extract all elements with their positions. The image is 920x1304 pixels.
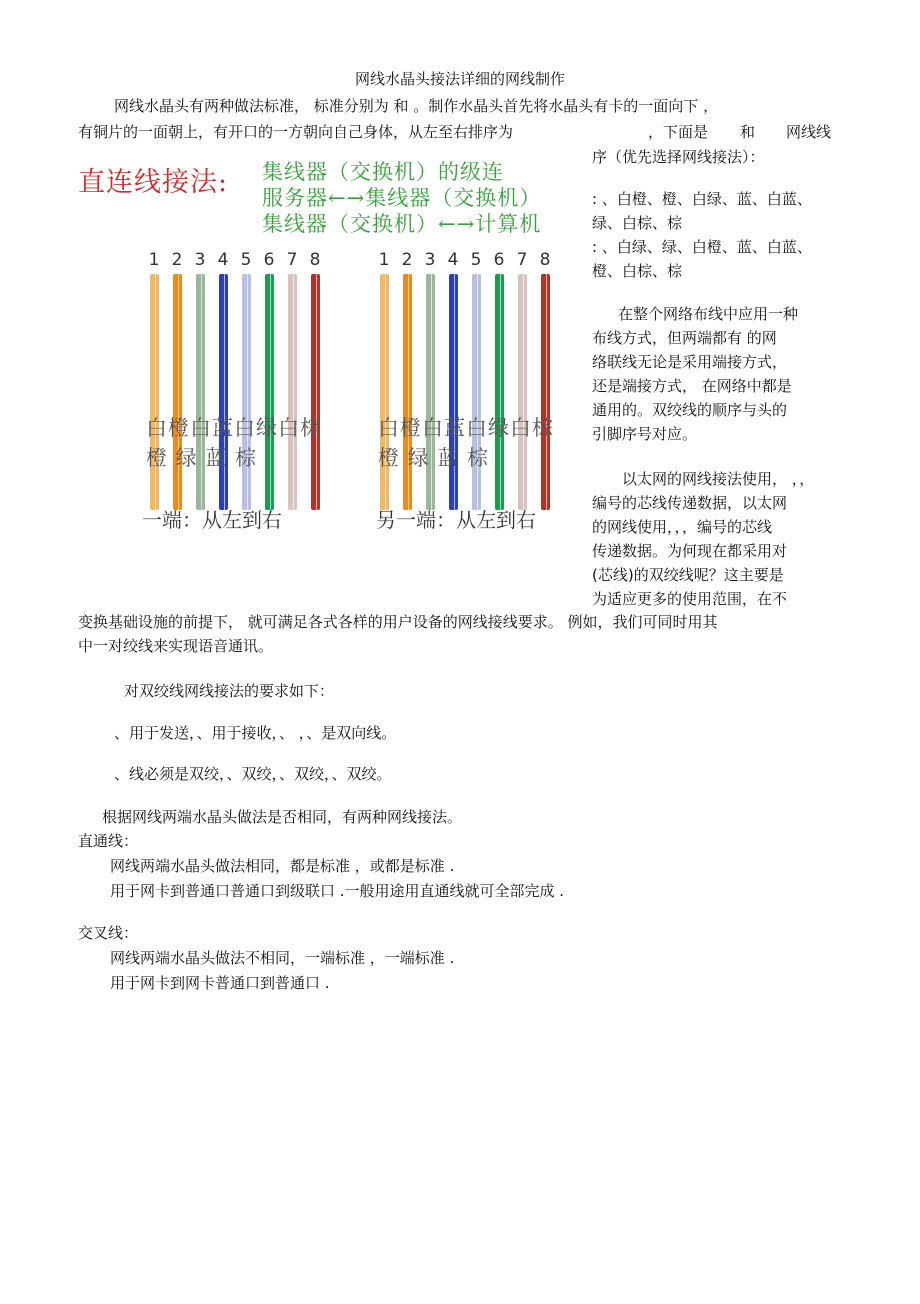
wire-b-2 xyxy=(403,274,412,510)
wire-a-4 xyxy=(219,274,228,510)
pin-number-b-2: 2 xyxy=(401,250,413,270)
crossover-line-1: 网线两端水晶头做法不相同，一端标准 ，一端标准 . xyxy=(110,949,455,967)
intro-line-1: 网线水晶头有两种做法标准， 标准分别为 和 。制作水晶头首先将水晶头有卡的一面向下 ， xyxy=(114,97,719,115)
para2-cont-line2: 中一对绞线来实现语音通讯。 xyxy=(78,637,274,655)
standard-568b-sequence-cont: 绿、白棕、棕 xyxy=(592,214,683,232)
para2-line4: 传递数据。为何现在都采用对 xyxy=(592,542,788,560)
color-labels-b-row1: 白橙白蓝白绿白棕 xyxy=(378,416,554,440)
crossover-line-2: 用于网卡到网卡普通口到普通口 . xyxy=(110,974,330,992)
straight-heading: 直通线： xyxy=(78,832,139,850)
requirements-heading: 对双绞线网线接法的要求如下： xyxy=(124,682,335,700)
para1-line2: 布线方式，但两端都有 的网 xyxy=(592,329,777,347)
para1-line1: 在整个网络布线中应用一种 xyxy=(618,305,799,323)
para1-line3: 络联线无论是采用端接方式， xyxy=(592,353,788,371)
para2-line3: 的网线使用，，，编号的芯线 xyxy=(592,518,773,536)
para1-line4: 还是端接方式， 在网络中都是 xyxy=(592,377,792,395)
pin-number-b-4: 4 xyxy=(447,250,459,270)
intro-line-2: 有铜片的一面朝上，有开口的一方朝向自己身体，从左至右排序为 xyxy=(78,123,514,141)
wire-b-3 xyxy=(426,274,435,510)
pin-number-a-8: 8 xyxy=(309,250,321,270)
wire-b-8 xyxy=(541,274,550,510)
para1-line6: 引脚序号对应。 xyxy=(592,425,698,443)
wire-a-2 xyxy=(173,274,182,510)
end-label-b: 另一端：从左到右 xyxy=(376,508,536,532)
para2-cont-line1: 变换基础设施的前提下， 就可满足各式各样的用户设备的网线接线要求。 例如，我们可同时用其 xyxy=(78,613,718,631)
pin-number-b-5: 5 xyxy=(470,250,482,270)
intro-line-2c: 和 xyxy=(740,123,756,141)
wire-b-6 xyxy=(495,274,504,510)
color-labels-b-row2: 橙 绿 蓝 棕 xyxy=(378,446,490,470)
pin-number-a-4: 4 xyxy=(217,250,229,270)
wire-a-8 xyxy=(311,274,320,510)
pin-number-a-3: 3 xyxy=(194,250,206,270)
pin-number-b-3: 3 xyxy=(424,250,436,270)
wire-a-1 xyxy=(150,274,159,510)
end-label-a: 一端：从左到右 xyxy=(142,508,282,532)
document-title: 网线水晶头接法详细的网线制作 xyxy=(354,70,565,88)
pin-number-b-6: 6 xyxy=(493,250,505,270)
wire-b-4 xyxy=(449,274,458,510)
straight-line-2: 用于网卡到普通口普通口到级联口 .一般用途用直通线就可全部完成 . xyxy=(110,882,565,900)
requirement-1: 、用于发送，、用于接收，、 ，、是双向线。 xyxy=(114,724,397,742)
intro-line-2d: 网线线 xyxy=(786,123,832,141)
diagram-title: 直连线接法: xyxy=(78,167,229,198)
diagram-use-3: 集线器（交换机）←→计算机 xyxy=(262,212,542,236)
pin-number-b-8: 8 xyxy=(539,250,551,270)
pin-number-a-5: 5 xyxy=(240,250,252,270)
para1-line5: 通用的。双绞线的顺序与头的 xyxy=(592,401,788,419)
wire-b-1 xyxy=(380,274,389,510)
pin-number-a-6: 6 xyxy=(263,250,275,270)
pin-number-b-7: 7 xyxy=(516,250,528,270)
para2-line5: (芯线)的双绞线呢？这主要是 xyxy=(592,566,784,584)
para2-line6: 为适应更多的使用范围，在不 xyxy=(592,590,788,608)
intro-line-2b: ，下面是 xyxy=(648,123,709,141)
wire-a-5 xyxy=(242,274,251,510)
wire-b-7 xyxy=(518,274,527,510)
diagram-use-1: 集线器（交换机）的级连 xyxy=(262,160,504,184)
color-labels-a-row1: 白橙白蓝白绿白棕 xyxy=(146,416,322,440)
para2-line1: 以太网的网线接法使用， ，， xyxy=(622,470,815,488)
standard-568a-sequence-cont: 橙、白棕、棕 xyxy=(592,262,683,280)
requirement-2: 、线必须是双绞，、双绞，、双绞，、双绞。 xyxy=(114,765,392,783)
para2-line2: 编号的芯线传递数据，以太网 xyxy=(592,494,788,512)
side-line-1: 序（优先选择网线接法）： xyxy=(592,148,765,166)
cable-kinds-intro: 根据网线两端水晶头做法是否相同，有两种网线接法。 xyxy=(102,808,463,826)
crossover-heading: 交叉线： xyxy=(78,924,139,942)
color-labels-a-row2: 橙 绿 蓝 棕 xyxy=(146,446,258,470)
straight-line-1: 网线两端水晶头做法相同，都是标准 ，或都是标准 . xyxy=(110,857,455,875)
wire-a-3 xyxy=(196,274,205,510)
pin-number-a-7: 7 xyxy=(286,250,298,270)
pin-number-b-1: 1 xyxy=(378,250,390,270)
pin-number-a-1: 1 xyxy=(148,250,160,270)
wire-a-7 xyxy=(288,274,297,510)
pin-number-a-2: 2 xyxy=(171,250,183,270)
standard-568b-sequence: : 、白橙、橙、白绿、蓝、白蓝、 xyxy=(592,190,812,208)
standard-568a-sequence: : 、白绿、绿、白橙、蓝、白蓝、 xyxy=(592,238,812,256)
wire-a-6 xyxy=(265,274,274,510)
wiring-diagram xyxy=(76,150,584,540)
diagram-use-2: 服务器←→集线器（交换机） xyxy=(262,186,542,210)
wire-b-5 xyxy=(472,274,481,510)
